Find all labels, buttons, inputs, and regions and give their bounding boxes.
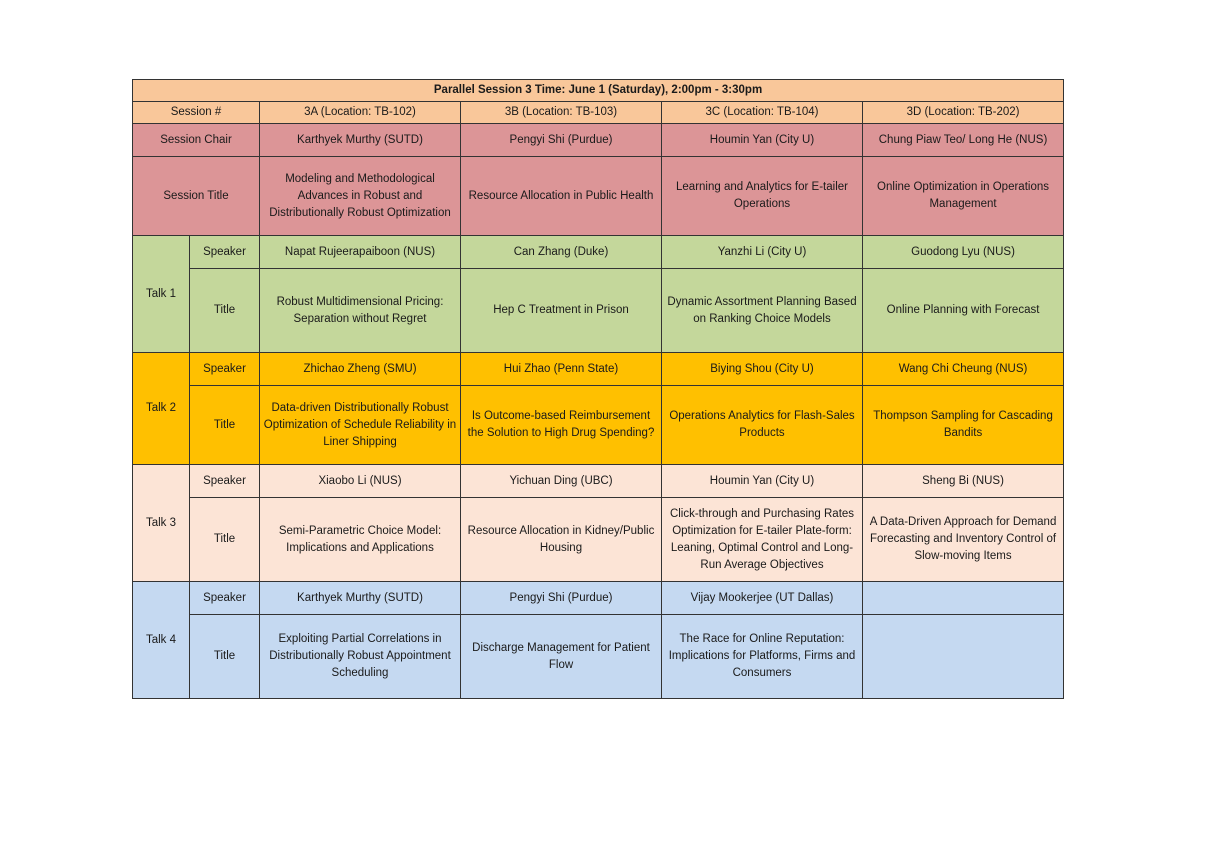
- session-title-3c: Learning and Analytics for E-tailer Operations: [662, 157, 863, 236]
- talk-3-title-3d: A Data-Driven Approach for Demand Forecasting and Inventory Control of Slow-moving Items: [863, 498, 1064, 582]
- session-header-title: Parallel Session 3 Time: June 1 (Saturday), 2:00pm - 3:30pm: [133, 80, 1064, 102]
- talk-1-label: Talk 1: [133, 236, 190, 353]
- session-number-label: Session #: [133, 102, 260, 124]
- title-label: Title: [190, 269, 260, 353]
- talk-2-title-3a: Data-driven Distributionally Robust Optimization of Schedule Reliability in Liner Shipping: [260, 386, 461, 465]
- talk-1-title-3b: Hep C Treatment in Prison: [461, 269, 662, 353]
- talk-1-speaker-3c: Yanzhi Li (City U): [662, 236, 863, 269]
- talk-3-speaker-3d: Sheng Bi (NUS): [863, 465, 1064, 498]
- session-title-label: Session Title: [133, 157, 260, 236]
- talk-4-speaker-3b: Pengyi Shi (Purdue): [461, 582, 662, 615]
- session-chair-3b: Pengyi Shi (Purdue): [461, 124, 662, 157]
- title-label: Title: [190, 615, 260, 699]
- speaker-label: Speaker: [190, 353, 260, 386]
- talk-4-label: Talk 4: [133, 582, 190, 699]
- session-chair-3d: Chung Piaw Teo/ Long He (NUS): [863, 124, 1064, 157]
- session-3b-location: 3B (Location: TB-103): [461, 102, 662, 124]
- speaker-label: Speaker: [190, 465, 260, 498]
- title-label: Title: [190, 386, 260, 465]
- talk-1-speaker-3a: Napat Rujeerapaiboon (NUS): [260, 236, 461, 269]
- session-3c-location: 3C (Location: TB-104): [662, 102, 863, 124]
- session-chair-3c: Houmin Yan (City U): [662, 124, 863, 157]
- talk-4-speaker-3a: Karthyek Murthy (SUTD): [260, 582, 461, 615]
- speaker-label: Speaker: [190, 582, 260, 615]
- talk-2-speaker-3c: Biying Shou (City U): [662, 353, 863, 386]
- session-3a-location: 3A (Location: TB-102): [260, 102, 461, 124]
- session-chair-3a: Karthyek Murthy (SUTD): [260, 124, 461, 157]
- schedule-table: [132, 79, 1064, 699]
- talk-3-label: Talk 3: [133, 465, 190, 582]
- talk-2-speaker-3d: Wang Chi Cheung (NUS): [863, 353, 1064, 386]
- talk-3-speaker-3a: Xiaobo Li (NUS): [260, 465, 461, 498]
- talk-3-title-3a: Semi-Parametric Choice Model: Implications and Applications: [260, 498, 461, 582]
- session-title-3d: Online Optimization in Operations Management: [863, 157, 1064, 236]
- session-title-3b: Resource Allocation in Public Health: [461, 157, 662, 236]
- talk-3-speaker-3c: Houmin Yan (City U): [662, 465, 863, 498]
- talk-1-speaker-3d: Guodong Lyu (NUS): [863, 236, 1064, 269]
- talk-2-speaker-3a: Zhichao Zheng (SMU): [260, 353, 461, 386]
- speaker-label: Speaker: [190, 236, 260, 269]
- session-title-3a: Modeling and Methodological Advances in Robust and Distributionally Robust Optimization: [260, 157, 461, 236]
- talk-4-title-3c: The Race for Online Reputation: Implications for Platforms, Firms and Consumers: [662, 615, 863, 699]
- talk-1-speaker-3b: Can Zhang (Duke): [461, 236, 662, 269]
- talk-2-label: Talk 2: [133, 353, 190, 465]
- session-chair-label: Session Chair: [133, 124, 260, 157]
- talk-2-title-3c: Operations Analytics for Flash-Sales Products: [662, 386, 863, 465]
- talk-2-speaker-3b: Hui Zhao (Penn State): [461, 353, 662, 386]
- talk-4-speaker-3c: Vijay Mookerjee (UT Dallas): [662, 582, 863, 615]
- session-3d-location: 3D (Location: TB-202): [863, 102, 1064, 124]
- talk-1-title-3a: Robust Multidimensional Pricing: Separation without Regret: [260, 269, 461, 353]
- talk-3-speaker-3b: Yichuan Ding (UBC): [461, 465, 662, 498]
- title-label: Title: [190, 498, 260, 582]
- talk-2-title-3d: Thompson Sampling for Cascading Bandits: [863, 386, 1064, 465]
- talk-3-title-3b: Resource Allocation in Kidney/Public Housing: [461, 498, 662, 582]
- talk-1-title-3d: Online Planning with Forecast: [863, 269, 1064, 353]
- talk-2-title-3b: Is Outcome-based Reimbursement the Solution to High Drug Spending?: [461, 386, 662, 465]
- talk-4-title-3a: Exploiting Partial Correlations in Distributionally Robust Appointment Scheduling: [260, 615, 461, 699]
- talk-4-speaker-3d: [863, 582, 1064, 615]
- talk-1-title-3c: Dynamic Assortment Planning Based on Ranking Choice Models: [662, 269, 863, 353]
- talk-4-title-3d: [863, 615, 1064, 699]
- talk-3-title-3c: Click-through and Purchasing Rates Optimization for E-tailer Plate-form: Leaning, Optimal Control and Long-Run Average Objectives: [662, 498, 863, 582]
- talk-4-title-3b: Discharge Management for Patient Flow: [461, 615, 662, 699]
